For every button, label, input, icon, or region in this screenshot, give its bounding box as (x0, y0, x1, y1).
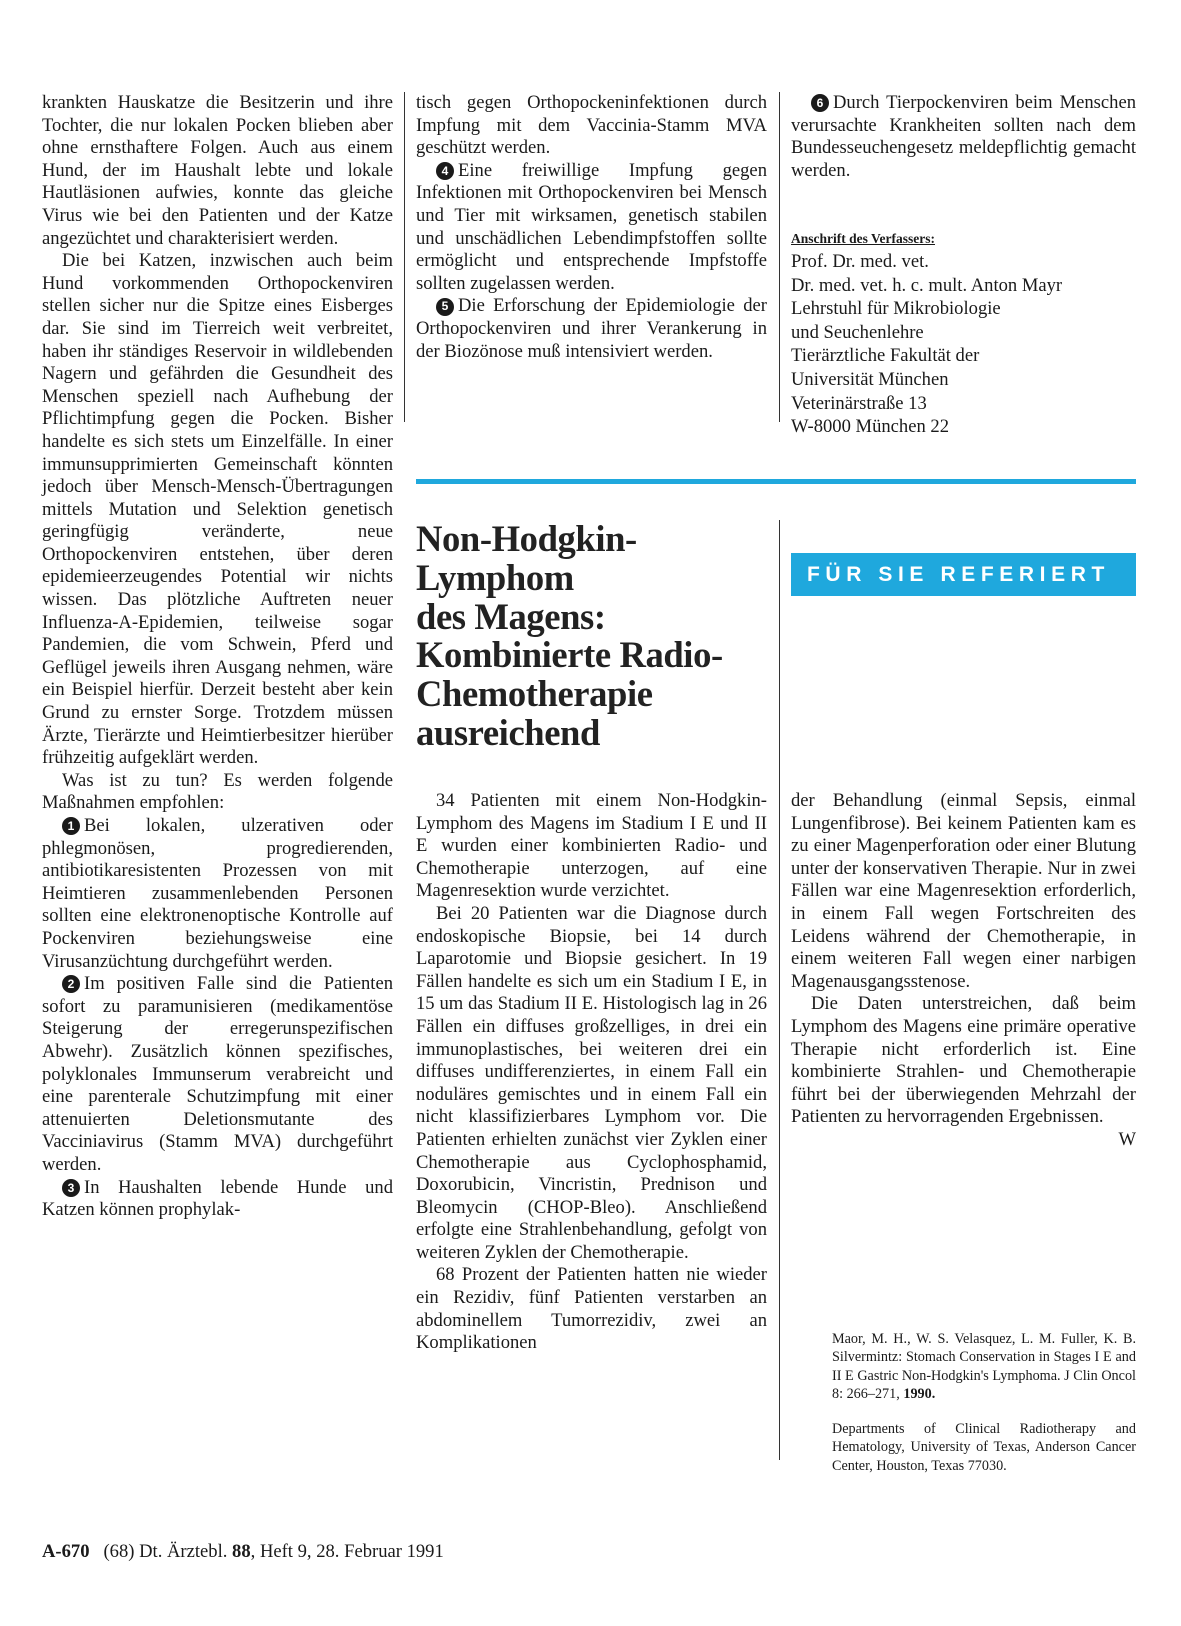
author-initial: W (1118, 1128, 1136, 1150)
paragraph: Bei 20 Patienten war die Diagnose durch endoskopische Biopsie, bei 14 durch Laparotomie und Biopsie gesichert. In 19 Fällen handelte es sich um ein Stadium I E, in 15 um das Stadium II E. Histologisch lag in 26 Fällen ein diffuses großzelliges, in drei ein immunoplastisches, bei weiteren drei ein diffuses undifferenziertes, in einem Fall ein noduläres gemischtes und in einem Fall ein nicht klassifizierbares Lymphom vor. Die Patienten erhielten zunächst vier Zyklen einer Chemotherapie aus Cyclophosphamid, Doxorubicin, Vincristin, Prednison und Bleomycin (CHOP-Bleo). Anschließend erfolgte eine Strahlenbehandlung, gefolgt von weiteren Zyklen der Chemotherapie. (416, 902, 767, 1263)
paragraph: krankten Hauskatze die Besitzerin und ihre Tochter, die nur lokalen Pocken blieben aber ohne ernsthaftere Folgen. Auch aus einem Hund, der im Haushalt lebte und lokale Hautläsionen aufwies, konnte das gleiche Virus wie bei den Patienten und der Katze angezüchtet und charakterisiert werden. (42, 92, 393, 249)
article-body-column-2 (791, 790, 1136, 1152)
journal-issue: , Heft 9, 28. Februar 1991 (250, 1541, 444, 1562)
measure-text: Durch Tierpockenviren beim Menschen verursachte Krankheiten sollten nach dem Bundesseuchengesetz meldepflichtig gemacht werden. (791, 92, 1136, 181)
article-headline (416, 520, 761, 753)
reference-text: Maor, M. H., W. S. Velasquez, L. M. Fuller, K. B. Silvermintz: Stomach Conservation in Stages I E and II E Gastric Non-Hodgkin's Lymphoma. J Clin Oncol 8: 266–271, (832, 1331, 1136, 1403)
measure-text: Bei lokalen, ulzerativen oder phlegmonösen, progredierenden, antibiotikaresistenten Prozessen von mit Heimtieren zusammenlebenden Personen sollten eine elektronenoptische Kontrolle auf Pockenviren beziehungsweise eine Virusanzüchtung durchgeführt werden. (42, 815, 393, 972)
headline-line: Kombinierte Radio- (416, 634, 723, 676)
measure-item-5 (416, 295, 767, 363)
column-2 (416, 92, 767, 363)
address-line: Universität München (791, 368, 949, 390)
measure-item-4 (416, 160, 767, 296)
measure-text: Eine freiwillige Impfung gegen Infektionen mit Orthopockenviren bei Mensch und Tier mit wirksamen, genetisch stabilen und unschädlichen Lebendimpfstoffen sollte ermöglicht und entsprechende Impfstoffe sollten zugelassen werden. (416, 159, 767, 294)
measure-item-2 (42, 973, 393, 1176)
column-rule-2 (779, 92, 780, 422)
section-divider (416, 479, 1136, 484)
number-badge-5: 5 (436, 298, 454, 316)
address-line: Lehrstuhl für Mikrobiologie (791, 298, 1001, 320)
address-line: Veterinärstraße 13 (791, 392, 927, 414)
paragraph-text: Die Daten unterstreichen, daß beim Lymphom des Magens eine primäre operative Therapie nicht erforderlich ist. Eine kombinierte Strahlen- und Chemotherapie führt bei der überwiegenden Mehrzahl der Patienten zu hervorragenden Ergebnissen. (791, 993, 1136, 1128)
article-body-column-1 (416, 790, 767, 1355)
address-label: Anschrift des Verfassers: (791, 231, 935, 246)
number-badge-6: 6 (811, 94, 829, 112)
paragraph: der Behandlung (einmal Sepsis, einmal Lungenfibrose). Bei keinem Patienten kam es zu einer Magenperforation oder einer Blutung unter der konservativen Therapie. Nur in zwei Fällen war eine Magenresektion erforderlich, in einem Fall wegen Fortschreiten des Leidens während der Chemotherapie, in einem weiteren Fall wegen einer narbigen Magenausgangsstenose. (791, 790, 1136, 992)
paragraph: 68 Prozent der Patienten hatten nie wieder ein Rezidiv, fünf Patienten verstarben an abdominellem Tumorrezidiv, zwei an Komplikationen (416, 1264, 767, 1354)
headline-line: Lymphom (416, 556, 574, 598)
headline-line: des Magens: (416, 595, 606, 637)
column-rule-3 (779, 520, 780, 1460)
paragraph (791, 993, 1136, 1150)
measure-item-6 (791, 92, 1136, 182)
address-line: Tierärztliche Fakultät der (791, 345, 980, 367)
journal-volume: 88 (232, 1541, 251, 1562)
column-1 (42, 92, 393, 1222)
measure-text: Im positiven Falle sind die Patienten sofort zu paramunisieren (medikamentöse Steigerung der erregerunspezifischen Abwehr). Zusätzlich können spezifisches, polyklonales Immunserum verabreicht und eine parenterale Schutzimpfung mit einer attenuierten Deletionsmutante des Vacciniavirus (Stamm MVA) durchgeführt werden. (42, 973, 393, 1175)
author-address (791, 230, 1136, 439)
address-line: W-8000 München 22 (791, 416, 950, 438)
column-3 (791, 92, 1136, 182)
measure-item-3 (42, 1177, 393, 1222)
paragraph: tisch gegen Orthopockeninfektionen durch Impfung mit dem Vaccinia-Stamm MVA geschützt werden. (416, 92, 767, 159)
address-line: Prof. Dr. med. vet. (791, 251, 929, 272)
reference-year: 1990. (903, 1386, 936, 1403)
number-badge-1: 1 (62, 817, 80, 835)
number-badge-3: 3 (62, 1179, 80, 1197)
address-line: und Seuchenlehre (791, 321, 924, 343)
reference (832, 1330, 1136, 1404)
number-badge-4: 4 (436, 162, 454, 180)
number-badge-2: 2 (62, 975, 80, 993)
address-line: Dr. med. vet. h. c. mult. Anton Mayr (791, 274, 1063, 296)
paragraph: 34 Patienten mit einem Non-Hodgkin-Lymphom des Magens im Stadium I E und II E wurden einer kombinierten Radio- und Chemotherapie unterzogen, auf eine Magenresektion wurde verzichtet. (416, 790, 767, 902)
measure-text: Die Erforschung der Epidemiologie der Orthopockenviren und ihrer Verankerung in der Biozönose muß intensiviert werden. (416, 295, 767, 362)
headline-line: Non-Hodgkin- (416, 518, 637, 559)
paragraph: Die bei Katzen, inzwischen auch beim Hund vorkommenden Orthopockenviren stellen sicher nur die Spitze eines Eisberges dar. Sie sind im Tierreich weit verbreitet, haben ihr ständiges Reservoir in wildlebenden Nagern und gefährden die Gesundheit des Menschen speziell nach Aufhebung der Pflichtimpfung gegen die Pocken. Bisher handelte es sich stets um Einzelfälle. In einer immunsupprimierten Gemeinschaft könnten jedoch über Mensch-Mensch-Übertragungen mittels Mutation und Selektion genetisch geringfügig veränderte, neue Orthopockenviren entstehen, über deren epidemieerzeugendes Potential wir nichts wissen. Das plötzliche Auftreten neuer Influenza-A-Epidemien, teilweise sogar Pandemien, die vom Schwein, Pferd und Geflügel jeweils ihren Ausgang nehmen, wäre ein Beispiel hierfür. Derzeit besteht aber kein Grund zu ernster Sorge. Trotzdem müssen Ärzte, Tierärzte und Heimtierbesitzer hierüber frühzeitig aufgeklärt werden. (42, 250, 393, 769)
page-footer (42, 1541, 444, 1563)
paragraph: Was ist zu tun? Es werden folgende Maßnahmen empfohlen: (42, 769, 393, 814)
measure-text: In Haushalten lebende Hunde und Katzen können prophylak- (42, 1176, 393, 1221)
journal-prefix: (68) Dt. Ärztebl. (103, 1541, 228, 1562)
page-number: A-670 (42, 1541, 90, 1562)
headline-line: Chemotherapie (416, 673, 653, 715)
affiliation: Departments of Clinical Radiotherapy and Hematology, University of Texas, Anderson Cancer Center, Houston, Texas 77030. (832, 1421, 1136, 1474)
column-rule-1 (404, 92, 405, 422)
headline-line: ausreichend (416, 711, 600, 753)
section-badge: FÜR SIE REFERIERT (791, 553, 1136, 596)
measure-item-1 (42, 815, 393, 973)
